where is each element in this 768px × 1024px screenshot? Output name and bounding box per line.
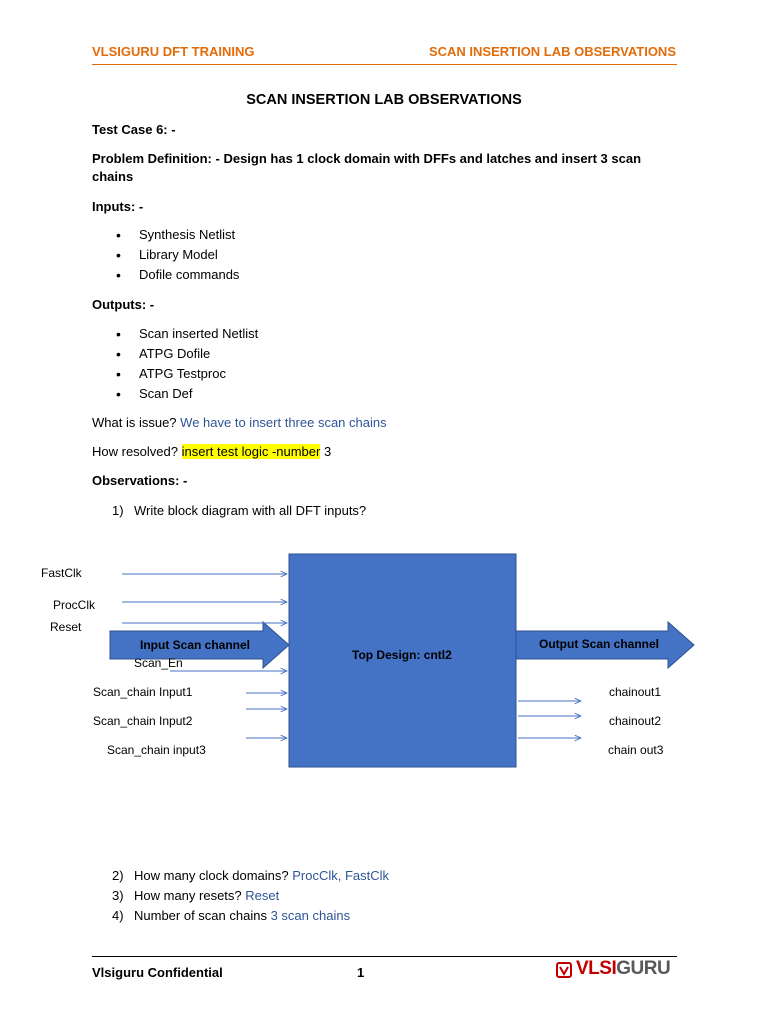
- page-title: SCAN INSERTION LAB OBSERVATIONS: [246, 92, 522, 108]
- list-item: • Synthesis Netlist: [116, 225, 239, 245]
- observations-label: Observations: -: [92, 473, 188, 488]
- list-item: • ATPG Dofile: [116, 344, 258, 364]
- question-4-answer: 3 scan chains: [270, 908, 351, 923]
- question-2-answer: ProcClk, FastClk: [292, 868, 390, 883]
- question-3-answer: Reset: [245, 888, 280, 903]
- scan-en-label: Scan_En: [134, 656, 183, 670]
- list-item: • ATPG Testproc: [116, 364, 258, 384]
- question-1-num: 1): [112, 503, 124, 518]
- resolved-label: How resolved?: [92, 444, 178, 459]
- question-3: [134, 887, 279, 905]
- header-right: SCAN INSERTION LAB OBSERVATIONS: [428, 44, 676, 59]
- question-1-text: Write block diagram with all DFT inputs?: [134, 503, 367, 518]
- output-scan-channel-label: Output Scan channel: [539, 637, 660, 651]
- question-2-text: How many clock domains?: [134, 868, 289, 883]
- inputs-list: [116, 225, 239, 285]
- inputs-label: Inputs: -: [92, 199, 144, 214]
- footer-confidential: Vlsiguru Confidential: [92, 965, 223, 980]
- logo-guru: GURU: [616, 958, 671, 979]
- question-4-num: 4): [112, 908, 124, 923]
- chainout2-label: chainout2: [609, 714, 662, 728]
- question-2: [134, 867, 389, 885]
- vlsiguru-logo: [576, 958, 670, 980]
- vlsiguru-logo-icon: [556, 962, 572, 978]
- page-number: 1: [357, 965, 365, 980]
- reset-label: Reset: [50, 620, 82, 634]
- issue-line: [92, 414, 387, 432]
- footer-divider: [92, 956, 677, 957]
- list-item: • Scan inserted Netlist: [116, 324, 258, 344]
- problem-definition: [92, 150, 682, 168]
- chainout3-label: chain out3: [608, 743, 664, 757]
- top-design-label: Top Design: cntl2: [352, 648, 452, 662]
- header-left: VLSIGURU DFT TRAINING: [92, 44, 255, 59]
- procclk-label: ProcClk: [53, 598, 96, 612]
- scan-input3-label: Scan_chain input3: [107, 743, 206, 757]
- outputs-label: Outputs: -: [92, 297, 155, 312]
- question-4-text: Number of scan chains: [134, 908, 267, 923]
- question-4: [134, 907, 350, 925]
- question-2-num: 2): [112, 868, 124, 883]
- question-3-num: 3): [112, 888, 124, 903]
- problem-text: Design has 1 clock domain with DFFs and latches and insert 3 scan: [219, 151, 642, 166]
- test-case-label: Test Case 6: -: [92, 122, 176, 137]
- resolved-line: [92, 443, 331, 461]
- list-item: • Scan Def: [116, 384, 258, 404]
- logo-vlsi: VLSI: [576, 958, 617, 979]
- input-scan-channel-label: Input Scan channel: [140, 638, 251, 652]
- header-divider: [92, 64, 677, 65]
- fastclk-label: FastClk: [41, 566, 82, 580]
- issue-answer: We have to insert three scan chains: [180, 415, 387, 430]
- resolved-highlight: insert test logic -number: [181, 444, 321, 459]
- issue-label: What is issue?: [92, 415, 177, 430]
- problem-text-line2: chains: [92, 169, 134, 184]
- chainout1-label: chainout1: [609, 685, 662, 699]
- scan-input2-label: Scan_chain Input2: [93, 714, 193, 728]
- resolved-rest: 3: [320, 444, 332, 459]
- list-item: • Dofile commands: [116, 265, 239, 285]
- problem-label: Problem Definition: -: [92, 151, 220, 166]
- outputs-list: [116, 324, 258, 404]
- list-item: • Library Model: [116, 245, 239, 265]
- scan-input1-label: Scan_chain Input1: [93, 685, 193, 699]
- question-3-text: How many resets?: [134, 888, 242, 903]
